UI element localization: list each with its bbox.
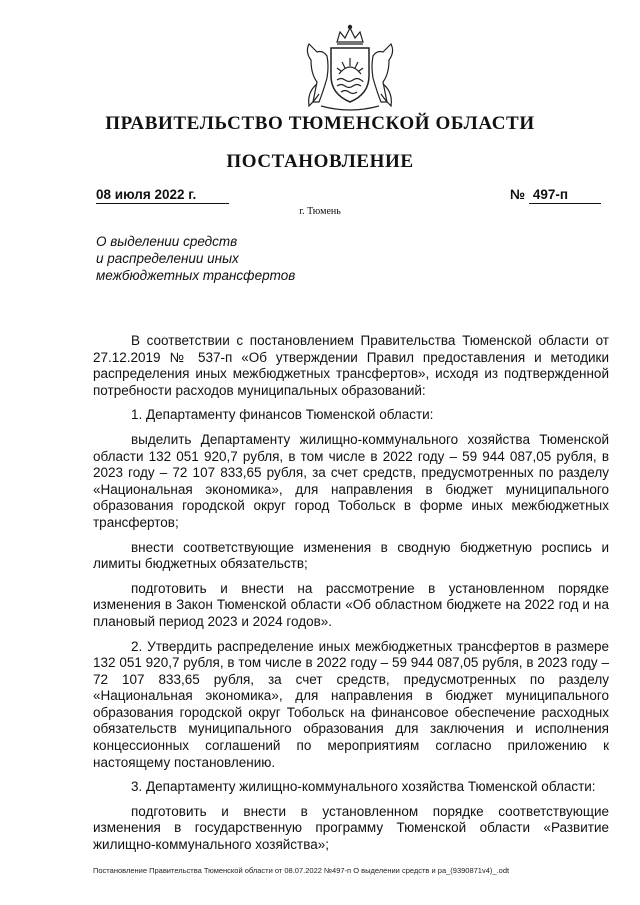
body-paragraph: внести соответствующие изменения в сводную бюджетную роспись и лимиты бюджетных обязательств; <box>93 539 609 572</box>
body-paragraph: 3. Департаменту жилищно-коммунального хозяйства Тюменской области: <box>131 779 596 795</box>
body-paragraph: выделить Департаменту жилищно-коммунального хозяйства Тюменской области 132 051 920,7 рубля, в том числе в 2022 году – 59 944 087,05 рубля, в 2023 году – 72 107 833,65 рубля, за счет средств, предусмотренных по разделу «Национальная экономика», для направления в бюджет муниципального образования городской округ город Тобольск в форме иных межбюджетных трансфертов; <box>93 431 609 530</box>
body-paragraph: 2. Утвердить распределение иных межбюджетных трансфертов в размере 132 051 920,7 рубля, в том числе в 2022 году – 59 944 087,05 рубля, в 2023 году – 72 107 833,65 рубля, за счет средств, предусмотренных по разделу «Национальная экономика», для направления в бюджет муниципального образования городской округ Тобольск на финансовое обеспечение расходных обязательств муниципального образования для заключения и исполнения концессионных соглашений по мероприятиям согласно приложению к настоящему постановлению. <box>93 638 609 770</box>
body-paragraph: 1. Департаменту финансов Тюменской области: <box>131 407 434 423</box>
document-type-title: ПОСТАНОВЛЕНИЕ <box>226 151 414 172</box>
city-label: г. Тюмень <box>299 206 341 217</box>
body-paragraph: подготовить и внести на рассмотрение в установленном порядке изменения в Закон Тюменской области «Об областном бюджете на 2022 год и на плановый период 2023 и 2024 годов». <box>93 580 609 629</box>
subject-line: и распределении иных <box>96 251 239 266</box>
body-paragraph: В соответствии с постановлением Правительства Тюменской области от 27.12.2019 № 537-п «Об утверждении Правил предоставления и методики распределения иных межбюджетных трансфертов», исходя из подтвержденной потребности расходов муниципальных образований: <box>93 333 609 398</box>
body-paragraph: подготовить и внести в установленном порядке соответствующие изменения в государственную программу Тюменской области «Развитие жилищно-коммунального хозяйства»; <box>93 803 609 853</box>
document-number <box>510 186 601 204</box>
file-footer: Постановление Правительства Тюменской области от 08.07.2022 №497-п О выделении средств и ра_(9390871v4)_.odt <box>93 866 510 875</box>
coat-of-arms-emblem <box>295 22 405 114</box>
subject-line: межбюджетных трансфертов <box>96 268 296 283</box>
subject-line: О выделении средств <box>96 234 238 249</box>
number-prefix: № <box>510 187 526 202</box>
number-value: 497-п <box>529 186 601 204</box>
document-body <box>93 333 609 862</box>
document-subject <box>96 233 295 284</box>
organization-title: ПРАВИТЕЛЬСТВО ТЮМЕНСКОЙ ОБЛАСТИ <box>105 113 535 134</box>
document-date: 08 июля 2022 г. <box>96 186 229 204</box>
